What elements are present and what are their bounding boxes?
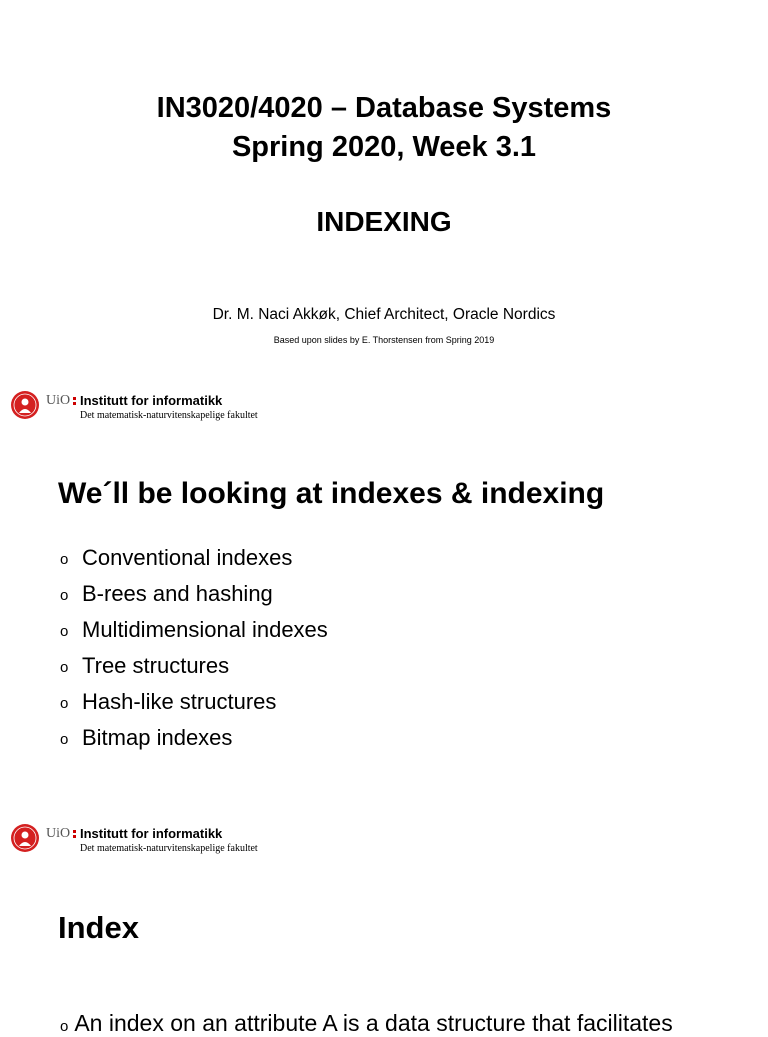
course-term: Spring 2020, Week 3.1 <box>231 131 537 163</box>
bullet-icon: o <box>60 659 69 676</box>
list-item: o Multidimensional indexes <box>60 615 328 651</box>
bullet-icon: o <box>60 1018 69 1035</box>
bullet-icon: o <box>60 587 69 604</box>
bullet-icon: o <box>60 623 69 640</box>
uio-seal-icon <box>10 823 40 853</box>
credit-line: Based upon slides by E. Thorstensen from Spring 2019 <box>273 335 495 345</box>
uio-footer <box>10 823 330 857</box>
list-item: o Hash-like structures <box>60 687 328 723</box>
overview-slide <box>0 445 768 825</box>
title-slide <box>0 0 768 445</box>
faculty-name: Det matematisk-naturvitenskapelige fakultet <box>80 843 258 854</box>
institute-name: Institutt for informatikk <box>80 826 223 841</box>
faculty-name: Det matematisk-naturvitenskapelige fakultet <box>80 410 258 421</box>
uio-wordmark: UiO <box>46 393 77 409</box>
uio-seal-icon <box>10 390 40 420</box>
slide-title: We´ll be looking at indexes & indexing <box>58 477 605 510</box>
body-text: o An index on an attribute A is a data structure that facilitates <box>60 1010 673 1036</box>
uio-wordmark: UiO <box>46 826 77 842</box>
bullet-list <box>60 543 328 759</box>
bullet-icon: o <box>60 695 69 712</box>
slide-title: Index <box>58 910 139 945</box>
author-line: Dr. M. Naci Akkøk, Chief Architect, Oracle Nordics <box>212 306 556 323</box>
bullet-icon: o <box>60 551 69 568</box>
institute-name: Institutt for informatikk <box>80 393 223 408</box>
list-item: o Tree structures <box>60 651 328 687</box>
bullet-icon: o <box>60 731 69 748</box>
lecture-topic: INDEXING <box>316 206 452 237</box>
list-item: o Bitmap indexes <box>60 723 328 759</box>
index-slide <box>0 870 768 1036</box>
course-title: IN3020/4020 – Database Systems <box>156 92 612 124</box>
list-item: o B-rees and hashing <box>60 579 328 615</box>
uio-footer <box>10 390 330 424</box>
list-item: o Conventional indexes <box>60 543 328 579</box>
